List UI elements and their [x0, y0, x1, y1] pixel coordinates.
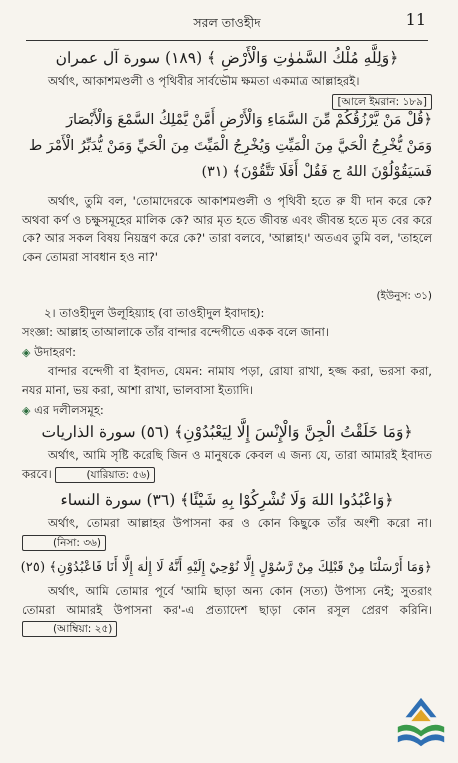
translation-yunus — [22, 192, 432, 266]
examples-label-row — [22, 343, 432, 363]
reference-yunus: (ইউনুস: ৩১) — [376, 290, 432, 302]
verse-yunus-31-line-3: فَسَيَقُوْلُوْنَ اللهُ ج فَقُلْ أَفَلَا تَتَّقُوْنَ﴾ (٣١) — [201, 164, 432, 180]
bullet-icon: ◈ — [22, 346, 31, 359]
translation-text: অর্থাৎ, তোমরা আল্লাহর উপাসনা কর ও কোন কিছুকে তাঁর অংশী করো না। — [48, 516, 432, 530]
verse-yunus-31-line-1: ﴿قُلْ مَنْ يَّرْزُقُكُمْ مِّنَ السَّمَاءِ وَالْأَرْضِ أَمَّنْ يَّمْلِكُ السَّمْعَ وَالْأَبْصَارَ — [66, 112, 432, 128]
verse-al-anbiya-25: ﴿وَمَا أَرْسَلْنَا مِنْ قَبْلِكَ مِنْ رَّسُوْلٍ إِلَّا نُوْحِيْ إِلَيْهِ أَنَّهُ لَا إِلٰهَ إِلَّا أَنَا فَاعْبُدُوْنِ﴾ (٢٥) — [20, 560, 432, 575]
translation-al-anbiya — [22, 582, 432, 638]
reference-adh-dhariyat: (যারিয়াত: ৫৬) — [55, 467, 155, 483]
reference-al-imran: [আলে ইমরান: ১৮৯] — [332, 94, 432, 110]
reference-row — [22, 90, 432, 110]
publisher-logo-icon — [392, 694, 450, 752]
verse-yunus-31-line-2: وَمَنْ يُّخْرِجُ الْحَيَّ مِنَ الْمَيِّتِ وَيُخْرِجُ الْمَيِّتَ مِنَ الْحَيِّ وَمَنْ يُّدَبِّرُ الْأَمْرَ ط — [28, 138, 432, 154]
reference-row — [22, 284, 432, 306]
bullet-icon: ◈ — [22, 404, 31, 417]
section-heading-uluhiyyah: ২। তাওহীদুল উলূহিয়্যাহ (বা তাওহীদুল ইবাদাহ): — [44, 306, 265, 320]
evidence-label: এর দলীলসমূহ: — [34, 403, 104, 417]
running-header — [26, 0, 428, 41]
verse-an-nisa-36: ﴿وَاعْبُدُوا اللهَ وَلَا تُشْرِكُوْا بِهِ شَيْئًا﴾ (٣٦) سورة النساء — [60, 491, 394, 509]
page-number: 11 — [405, 10, 426, 29]
translation-text: অর্থাৎ, আমি সৃষ্টি করেছি জিন ও মানুষকে কেবল এ জন্য যে, তারা আমারই ইবাদত করবে। — [22, 448, 432, 481]
definition-uluhiyyah: সংজ্ঞা: আল্লাহ তাআলাকে তাঁর বান্দার বন্দেগীতে একক বলে জানা। — [22, 325, 330, 339]
translation-an-nisa — [22, 514, 432, 551]
translation-al-imran — [22, 72, 432, 91]
reference-an-nisa: (নিসা: ৩৬) — [22, 535, 106, 551]
running-title: সরল তাওহীদ — [193, 15, 261, 30]
translation-text: অর্থাৎ, আকাশমণ্ডলী ও পৃথিবীর সার্বভৌম ক্ষমতা একমাত্র আল্লাহরই। — [48, 74, 360, 88]
verse-al-imran-189: ﴿وَلِلَّهِ مُلْكُ السَّمٰوٰتِ وَالْأَرْضِ ﴾ (١٨٩) سورة آل عمران — [55, 49, 399, 67]
examples-label: উদাহরণ: — [34, 345, 77, 359]
reference-al-anbiya: (আম্বিয়া: ২৫) — [22, 621, 117, 637]
translation-adh-dhariyat — [22, 446, 432, 483]
examples-text: বান্দার বন্দেগী বা ইবাদত, যেমন: নামায পড়া, রোযা রাখা, হজ্জ করা, ভরসা করা, নযর মানা, ভয় করা, আশা রাখা, ভালবাসা ইত্যাদি। — [22, 364, 432, 397]
translation-text: অর্থাৎ, তুমি বল, 'তোমাদেরকে আকাশমণ্ডলী ও পৃথিবী হতে রু যী দান করে কে? অথবা কর্ণ ও চক্ষুসমূহের মালিক কে? আর মৃত হতে জীবন্ত এবং জীবন্ত হতে মৃত বের করে কে? আর সকল বিষয় নিয়ন্ত্রণ করে কে?' তারা বলবে, 'আল্লাহ।' অতএব তুমি বল, 'তাহলে কেন তোমরা সাবধান হও না?' — [22, 194, 432, 264]
translation-text: অর্থাৎ, আমি তোমার পূর্বে 'আমি ছাড়া অন্য কোন (সত্য) উপাস্য নেই; সুতরাং তোমরা আমারই উপাসনা কর'-এ প্রত্যাদেশ ছাড়া কোন রসূল প্রেরণ করিনি। — [22, 584, 432, 617]
verse-adh-dhariyat-56: ﴿وَمَا خَلَقْتُ الْجِنَّ وَالْإِنْسَ إِلَّا لِيَعْبُدُوْنِ﴾ (٥٦) سورة الذاريات — [41, 423, 413, 441]
evidence-label-row — [22, 401, 432, 421]
